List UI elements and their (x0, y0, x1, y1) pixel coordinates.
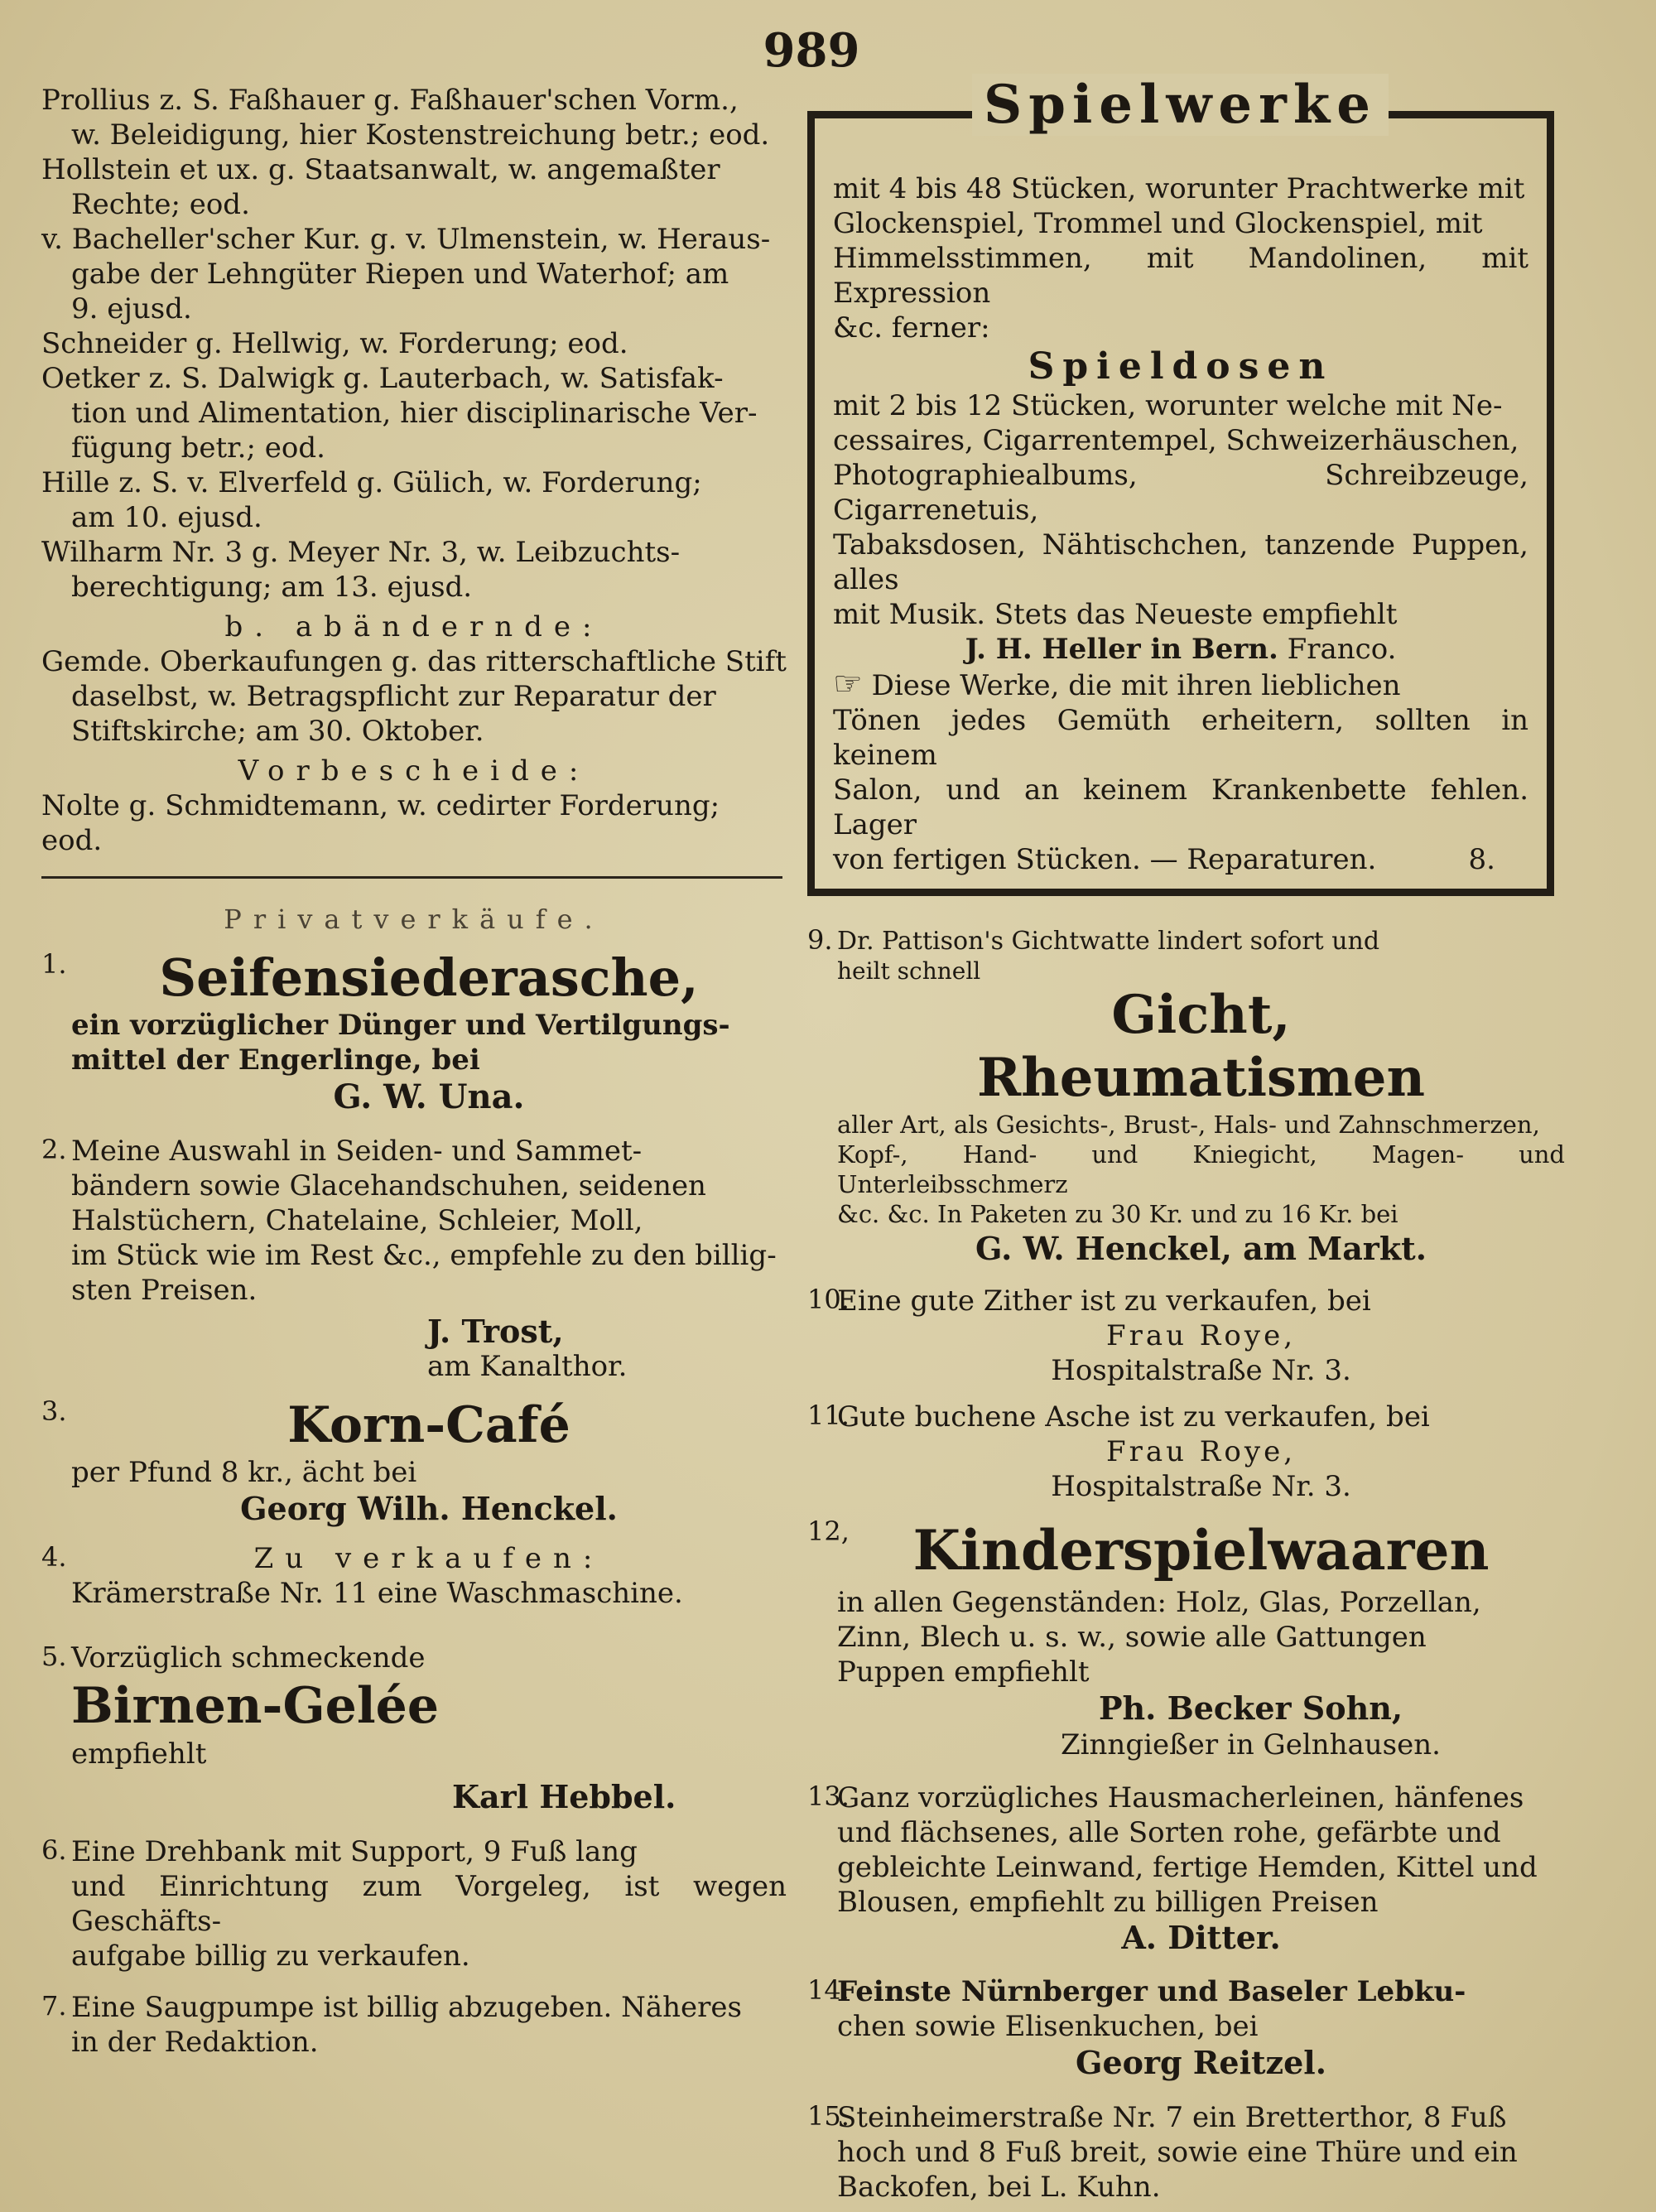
change-line: Gemde. Oberkaufungen g. das ritterschaftliche Stift (41, 645, 787, 678)
ad-signature: G. W. Henckel, am Markt. (975, 1230, 1427, 1267)
ad-address: Frau Roye, (1105, 1435, 1297, 1468)
ad-number: 11. (807, 1400, 850, 1431)
court-line: Hollstein et ux. g. Staatsanwalt, w. angemaßter (41, 153, 720, 186)
ad-line: aller Art, als Gesichts-, Brust-, Hals- und Zahnschmerzen, (837, 1111, 1540, 1139)
sub-heading: b. abändernde: (224, 610, 604, 643)
ad-number: 5. (41, 1641, 67, 1672)
ad-headline: Gicht, (1111, 984, 1291, 1046)
court-list (41, 83, 787, 858)
ad-line: und Einrichtung zum Vorgeleg, ist wegen Geschäfts- (71, 1870, 787, 1938)
change-line: Stiftskirche; am 30. Oktober. (71, 715, 484, 748)
ad-line: Backofen, bei L. Kuhn. (837, 2171, 1161, 2204)
ad-signature: A. Ditter. (1121, 1919, 1281, 1956)
court-line: Oetker z. S. Dalwigk g. Lauterbach, w. Satisfak- (41, 362, 724, 395)
ad-signature: G. W. Una. (333, 1077, 525, 1116)
ad-line: gebleichte Leinwand, fertige Hemden, Kittel und (837, 1851, 1538, 1884)
ad-number: 3. (41, 1395, 67, 1427)
ad-line: Feinste Nürnberger und Baseler Lebku- (837, 1975, 1466, 2008)
box-signature-line (833, 632, 1528, 667)
ad-number: 7. (41, 1990, 67, 2022)
ad-number: 15. (807, 2100, 850, 2132)
ad-signature: Ph. Becker Sohn, (1098, 1689, 1403, 1727)
ad-address: Hospitalstraße Nr. 3. (1051, 1354, 1351, 1387)
box-line: Tönen jedes Gemüth erheitern, sollten in keinem (833, 704, 1528, 772)
ad-address: Hospitalstraße Nr. 3. (1051, 1470, 1351, 1503)
box-signature: J. H. Heller in Bern. (965, 633, 1278, 666)
ad-line: Puppen empfiehlt (837, 1655, 1090, 1689)
ad-13 (807, 1781, 1565, 1956)
ad-headline: Birnen-Gelée (71, 1677, 439, 1735)
ad-number: 13. (807, 1781, 850, 1812)
box-line: Himmelsstimmen, mit Mandolinen, mit Expression (833, 242, 1528, 310)
ad-line: aufgabe billig zu verkaufen. (71, 1940, 470, 1973)
ad-15 (807, 2100, 1565, 2205)
ad-3 (41, 1395, 787, 1528)
ad-line: Halstüchern, Chatelaine, Schleier, Moll, (71, 1204, 643, 1237)
ad-signature: J. Trost, (427, 1313, 564, 1350)
ad-line: Eine Saugpumpe ist billig abzugeben. Näheres (71, 1991, 742, 2024)
section-heading: Privatverkäufe. (224, 904, 604, 935)
box-line: mit 2 bis 12 Stücken, worunter welche mit Ne- (833, 389, 1503, 422)
ad-9 (807, 924, 1565, 1269)
ad-5 (41, 1641, 787, 1814)
ad-line: Dr. Pattison's Gichtwatte lindert sofort und (837, 927, 1380, 956)
ad-12 (807, 1516, 1565, 1762)
ad-signature: Karl Hebbel. (452, 1778, 676, 1815)
page-number: 989 (763, 23, 860, 78)
ad-line: per Pfund 8 kr., ächt bei (71, 1456, 417, 1489)
ad-line: Meine Auswahl in Seiden- und Sammet- (71, 1135, 643, 1168)
ad-number: 14. (807, 1974, 850, 2006)
ad-line: und flächsenes, alle Sorten rohe, gefärbte und (837, 1816, 1501, 1849)
ad-line: Eine Drehbank mit Support, 9 Fuß lang (71, 1835, 638, 1868)
ad-signature-sub: Zinngießer in Gelnhausen. (1061, 1728, 1441, 1761)
pointing-hand-icon: ☞ (833, 665, 863, 703)
ad-line: Ganz vorzügliches Hausmacherleinen, hänfenes (837, 1781, 1524, 1814)
ad-line: sten Preisen. (71, 1274, 258, 1307)
box-subtitle: Spieldosen (1028, 345, 1334, 388)
box-line: mit 4 bis 48 Stücken, worunter Prachtwerke mit (833, 172, 1525, 205)
court-line: Hille z. S. v. Elverfeld g. Gülich, w. Forderung; (41, 466, 702, 499)
box-line: Photographiealbums, Schreibzeuge, Cigarrenetuis, (833, 459, 1528, 527)
court-line: w. Beleidigung, hier Kostenstreichung betr.; eod. (71, 118, 770, 152)
ad-7 (41, 1990, 787, 2060)
ad-line: bändern sowie Glacehandschuhen, seidenen (71, 1169, 706, 1202)
box-line: Tabaksdosen, Nähtischchen, tanzende Puppen, alles (833, 528, 1528, 596)
ad-line: Steinheimerstraße Nr. 7 ein Bretterthor, 8 Fuß (837, 2101, 1507, 2134)
ad-line: Gute buchene Asche ist zu verkaufen, bei (837, 1400, 1430, 1434)
right-column (807, 74, 1565, 2205)
court-line: Schneider g. Hellwig, w. Forderung; eod. (41, 327, 628, 360)
court-line: tion und Alimentation, hier disciplinarische Ver- (71, 397, 758, 430)
ad-line: Zinn, Blech u. s. w., sowie alle Gattungen (837, 1621, 1427, 1654)
ad-number: 4. (41, 1541, 67, 1573)
left-column (41, 83, 787, 2060)
ad-14 (807, 1974, 1565, 2082)
ad-10 (807, 1284, 1565, 1388)
ad-line: Blousen, empfiehlt zu billigen Preisen (837, 1886, 1379, 1919)
ad-headline: Kinderspielwaaren (912, 1518, 1490, 1583)
ad-address: Frau Roye, (1105, 1319, 1297, 1352)
ad-line: in der Redaktion. (71, 2026, 319, 2059)
ad-signature: Georg Wilh. Henckel. (240, 1490, 618, 1527)
court-line: fügung betr.; eod. (71, 431, 325, 465)
court-line: Wilharm Nr. 3 g. Meyer Nr. 3, w. Leibzuchts- (41, 536, 681, 569)
ad-4 (41, 1541, 787, 1611)
ad-headline: Korn-Café (287, 1396, 570, 1454)
court-line: Prollius z. S. Faßhauer g. Faßhauer'schen Vorm., (41, 84, 739, 117)
box-line: Glockenspiel, Trommel und Glockenspiel, mit (833, 207, 1483, 240)
ad-1 (41, 948, 787, 1117)
box-last-line (833, 842, 1528, 877)
ad-line: Kopf-, Hand- und Kniegicht, Magen- und Unterleibsschmerz (837, 1140, 1565, 1198)
ad-line: in allen Gegenständen: Holz, Glas, Porzellan, (837, 1586, 1481, 1619)
court-line: Rechte; eod. (71, 188, 250, 221)
ad-number: 9. (807, 924, 833, 956)
ad-number: 10. (807, 1284, 850, 1315)
box-title: Spielwerke (972, 74, 1389, 136)
ad-headline: Seifensiederasche, (159, 947, 699, 1008)
ad-11 (807, 1400, 1565, 1504)
ad-number: 6. (41, 1834, 67, 1866)
box-line-text: Diese Werke, die mit ihren lieblichen (871, 669, 1401, 702)
court-line: gabe der Lehngüter Riepen und Waterhof; am (71, 258, 729, 291)
ad-line: Eine gute Zither ist zu verkaufen, bei (837, 1284, 1371, 1318)
vorbescheide-heading: Vorbescheide: (238, 754, 590, 788)
court-line: berechtigung; am 13. ejusd. (71, 571, 473, 604)
box-line: Salon, und an keinem Krankenbette fehlen. Lager (833, 773, 1528, 841)
ad-line: heilt schnell (837, 957, 981, 985)
box-line: mit Musik. Stets das Neueste empfiehlt (833, 598, 1398, 631)
ad-line: empfiehlt (71, 1737, 207, 1771)
ad-line: mittel der Engerlinge, bei (71, 1043, 480, 1077)
box-line: &c. ferner: (833, 311, 990, 345)
ad-headline: Zu verkaufen: (253, 1542, 604, 1575)
ad-2 (41, 1134, 787, 1384)
box-line: cessaires, Cigarrentempel, Schweizerhäuschen, (833, 424, 1519, 457)
ad-number: 12, (807, 1516, 850, 1547)
ad-headline-2: Rheumatismen (976, 1047, 1426, 1109)
ad-line: hoch und 8 Fuß breit, sowie eine Thüre und ein (837, 2136, 1518, 2169)
ad-signature-sub: am Kanalthor. (427, 1350, 628, 1383)
ad-number: 2. (41, 1134, 67, 1165)
ad-line: Krämerstraße Nr. 11 eine Waschmaschine. (71, 1577, 683, 1610)
box-line (833, 667, 1528, 703)
divider (41, 876, 782, 879)
ad-line: chen sowie Elisenkuchen, bei (837, 2010, 1259, 2043)
ad-box-spielwerke (807, 74, 1554, 896)
court-line: 9. ejusd. (71, 292, 192, 325)
court-line: v. Bacheller'scher Kur. g. v. Ulmenstein, w. Heraus- (41, 223, 771, 256)
vorbescheide-line: Nolte g. Schmidtemann, w. cedirter Forderung; eod. (41, 789, 720, 857)
ad-line: ein vorzüglicher Dünger und Vertilgungs- (71, 1009, 730, 1042)
box-line-text: von fertigen Stücken. — Reparaturen. (833, 843, 1377, 876)
ad-pre: Vorzüglich schmeckende (71, 1641, 426, 1675)
ad-line: &c. &c. In Paketen zu 30 Kr. und zu 16 Kr. bei (837, 1200, 1398, 1228)
court-line: am 10. ejusd. (71, 501, 262, 534)
box-signature-tail: Franco. (1287, 633, 1397, 666)
ad-signature: Georg Reitzel. (1076, 2044, 1326, 2081)
ad-number: 8. (1468, 843, 1495, 876)
ad-6 (41, 1834, 787, 1973)
ad-number: 1. (41, 948, 67, 980)
change-line: daselbst, w. Betragspflicht zur Reparatur der (71, 680, 716, 713)
ad-line: im Stück wie im Rest &c., empfehle zu den billig- (71, 1239, 777, 1272)
